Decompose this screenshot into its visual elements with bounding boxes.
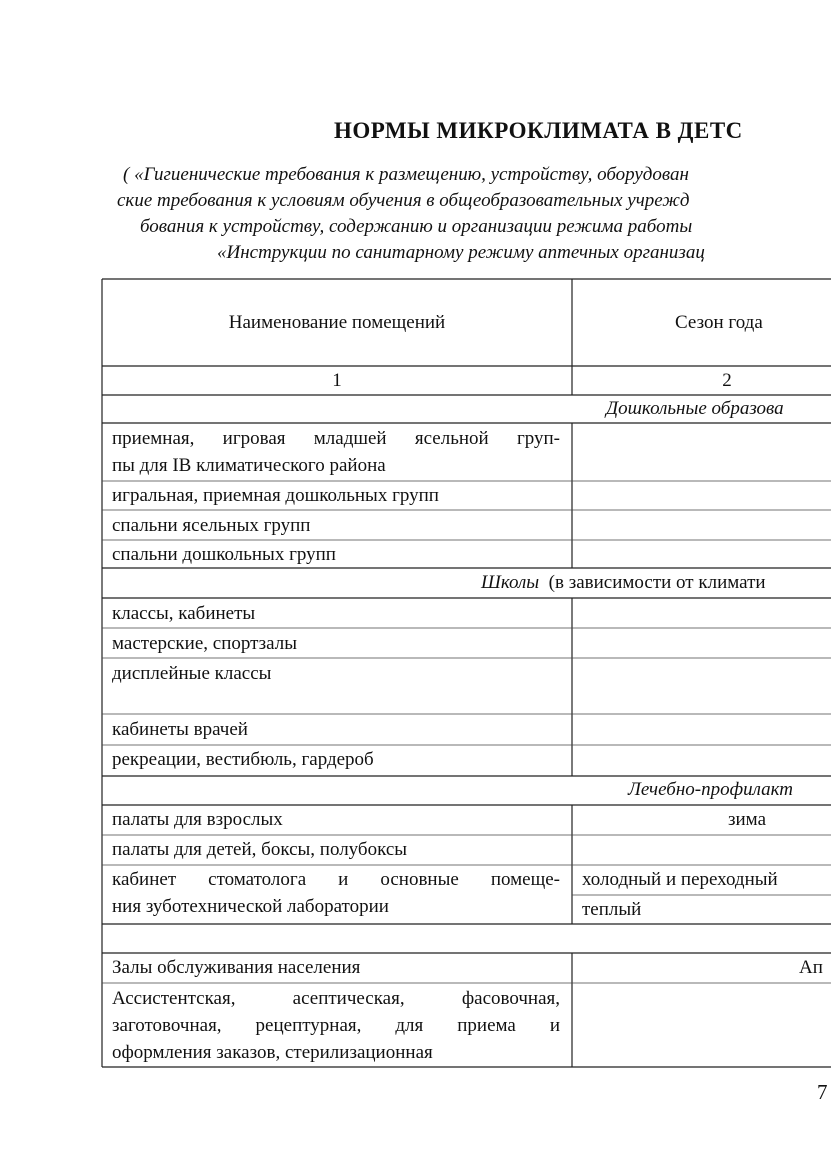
row-10-season: зима — [728, 809, 766, 830]
row-14-line-1: Ассистентская, асептическая, фасовочная, — [112, 988, 560, 1009]
subtitle-line-4: «Инструкции по санитарному режиму аптечных организац — [217, 242, 705, 263]
subtitle-line-1: ( «Гигиенические требования к размещению, устройству, оборудован — [123, 164, 689, 185]
row-1-line-2: пы для IB климатического района — [112, 455, 386, 476]
row-12-line-2: ния зуботехнической лаборатории — [112, 896, 389, 917]
header-room-name: Наименование помещений — [228, 312, 446, 333]
row-2: игральная, приемная дошкольных групп — [112, 485, 439, 506]
row-14-line-3: оформления заказов, стерилизационная — [112, 1042, 433, 1063]
row-12-line-1: кабинет стоматолога и основные помеще- — [112, 869, 560, 890]
row-10: палаты для взрослых — [112, 809, 283, 830]
section-preschool: Дошкольные образова — [606, 398, 784, 419]
section-pharmacy: Ап — [799, 957, 823, 978]
row-14-line-2: заготовочная, рецептурная, для приема и — [112, 1015, 560, 1036]
row-6: мастерские, спортзалы — [112, 633, 297, 654]
header-season: Сезон года — [675, 312, 763, 333]
row-8: кабинеты врачей — [112, 719, 248, 740]
subtitle-line-2: ские требования к условиям обучения в общеобразовательных учрежд — [117, 190, 690, 211]
row-13: Залы обслуживания населения — [112, 957, 361, 978]
subtitle-line-3: бования к устройству, содержанию и организации режима работы — [140, 216, 693, 237]
section-medical: Лечебно-профилакт — [628, 779, 793, 800]
column-number-2: 2 — [722, 370, 732, 391]
row-5: классы, кабинеты — [112, 603, 256, 624]
row-7: дисплейные классы — [112, 663, 272, 684]
column-number-1: 1 — [332, 370, 342, 391]
page-title: НОРМЫ МИКРОКЛИМАТА В ДЕТС — [334, 118, 743, 143]
row-12-season-warm: теплый — [582, 899, 642, 920]
section-schools-note: (в зависимости от климати — [548, 572, 766, 593]
row-4: спальни дошкольных групп — [112, 544, 336, 565]
row-12-season-cold: холодный и переходный — [582, 869, 778, 890]
section-schools — [481, 569, 766, 596]
section-schools-label: Школы — [481, 572, 540, 593]
row-1-line-1: приемная, игровая младшей ясельной груп- — [112, 428, 560, 449]
row-3: спальни ясельных групп — [112, 515, 311, 536]
page-number: 7 — [817, 1080, 828, 1104]
row-11: палаты для детей, боксы, полубоксы — [112, 839, 408, 860]
row-9: рекреации, вестибюль, гардероб — [112, 749, 374, 770]
